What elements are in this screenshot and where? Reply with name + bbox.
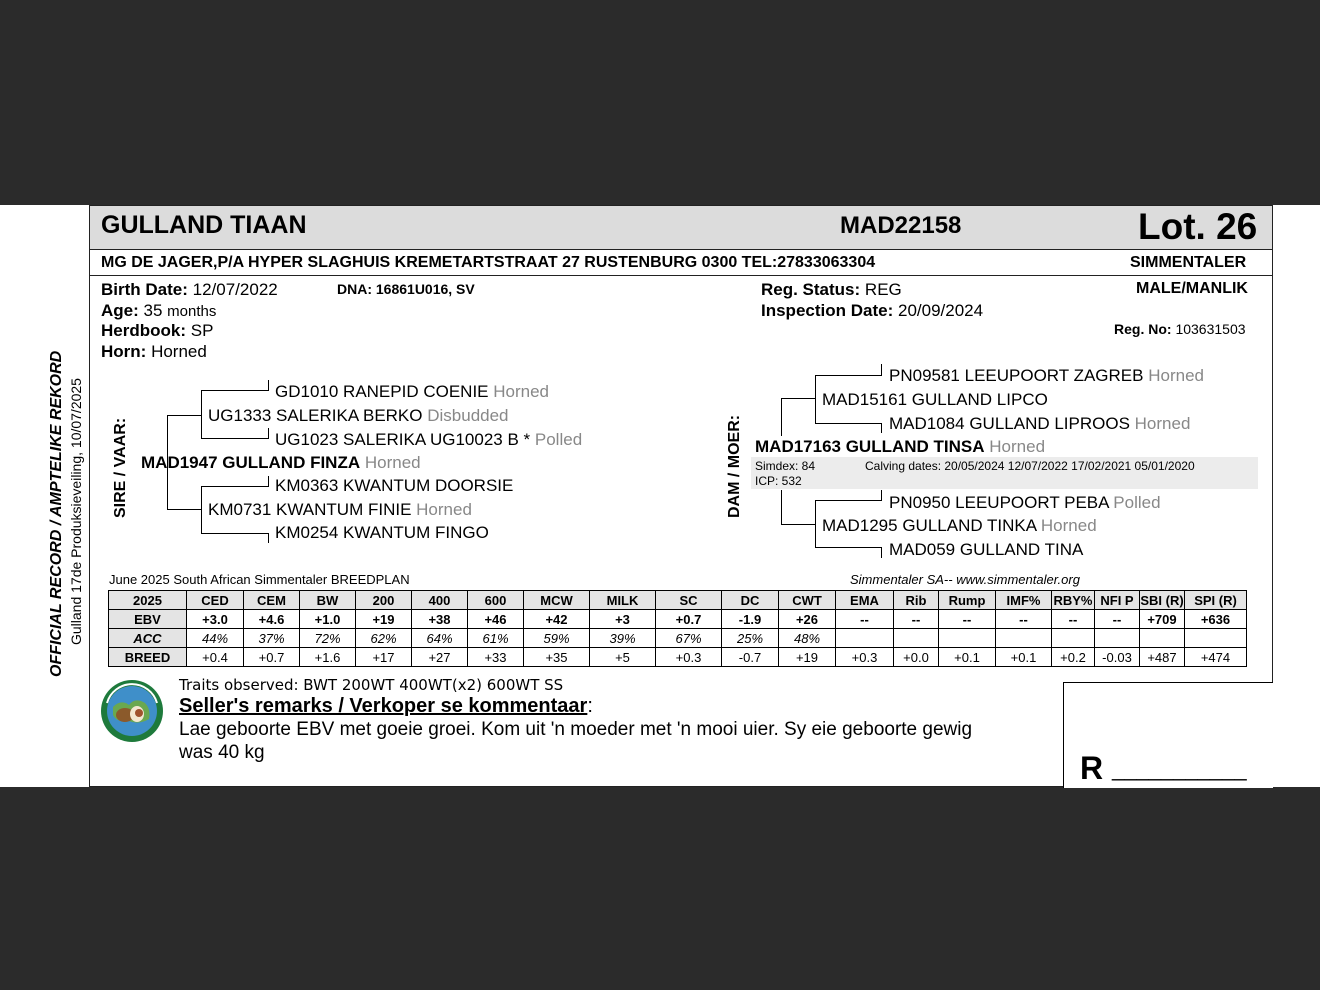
table-header-cell: NFI P bbox=[1095, 591, 1140, 610]
age-value: 35 bbox=[143, 301, 163, 320]
table-cell bbox=[1140, 629, 1185, 648]
table-cell: -0.7 bbox=[722, 648, 779, 667]
table-cell: +487 bbox=[1140, 648, 1185, 667]
table-cell: +0.0 bbox=[894, 648, 939, 667]
table-cell: +3.0 bbox=[187, 610, 244, 629]
dam-connector bbox=[815, 500, 816, 548]
dam-dam-sire bbox=[889, 493, 1161, 513]
table-header-cell: EMA bbox=[836, 591, 894, 610]
lot-number: Lot. 26 bbox=[1138, 206, 1258, 247]
ebv-table bbox=[108, 590, 1247, 667]
dam-connector bbox=[815, 547, 882, 548]
dam-label: DAM / MOER: bbox=[726, 414, 743, 518]
sire-connector bbox=[201, 486, 202, 534]
table-cell: +27 bbox=[412, 648, 468, 667]
sire-connector bbox=[201, 438, 269, 439]
horn-value: Horned bbox=[151, 342, 207, 361]
table-cell: +19 bbox=[779, 648, 836, 667]
sire-connector bbox=[201, 390, 202, 439]
table-cell: 72% bbox=[300, 629, 356, 648]
herdbook-label: Herdbook: bbox=[101, 321, 186, 340]
dam-connector bbox=[781, 490, 782, 525]
breed-name: SIMMENTALER bbox=[1130, 254, 1247, 271]
table-cell bbox=[894, 629, 939, 648]
remarks-line-2: was 40 kg bbox=[179, 742, 265, 763]
dam-dam-dam bbox=[889, 540, 1083, 560]
sire-dam-dam bbox=[275, 523, 489, 543]
pedigree-name: PN0950 LEEUPOORT PEBA bbox=[889, 493, 1109, 512]
pedigree-name: KM0731 KWANTUM FINIE bbox=[208, 500, 412, 519]
table-header-cell: 2025 bbox=[109, 591, 187, 610]
birth-date bbox=[101, 280, 278, 300]
inspection-value: 20/09/2024 bbox=[897, 301, 984, 320]
table-header-cell: DC bbox=[722, 591, 779, 610]
table-cell: +26 bbox=[779, 610, 836, 629]
pedigree-name: MAD1084 GULLAND LIPROOS bbox=[889, 414, 1130, 433]
table-cell: +17 bbox=[356, 648, 412, 667]
sire-connector bbox=[167, 509, 202, 510]
remarks-title: Seller's remarks / Verkoper se kommentaar bbox=[179, 695, 588, 717]
table-header-cell: CED bbox=[187, 591, 244, 610]
sire-sire bbox=[208, 406, 509, 426]
table-cell: -- bbox=[894, 610, 939, 629]
age-unit: months bbox=[167, 303, 217, 320]
pedigree-name: MAD1947 GULLAND FINZA bbox=[141, 453, 361, 472]
dam-connector bbox=[815, 500, 882, 501]
table-cell: +0.3 bbox=[656, 648, 722, 667]
herdbook-value: SP bbox=[190, 321, 214, 340]
dam-calving-dates: Calving dates: 20/05/2024 12/07/2022 17/02/2021 05/01/2020 bbox=[865, 459, 1195, 473]
breedplan-caption: June 2025 South African Simmentaler BREEDPLAN bbox=[109, 572, 410, 587]
dam-connector bbox=[815, 375, 816, 424]
reg-status bbox=[761, 280, 902, 300]
table-cell: BREED bbox=[109, 648, 187, 667]
dam-name bbox=[755, 437, 1045, 457]
pedigree-name: UG1023 SALERIKA UG10023 B * bbox=[275, 430, 531, 449]
sex: MALE/MANLIK bbox=[1136, 280, 1248, 297]
table-cell bbox=[1052, 629, 1095, 648]
remarks-line-1: Lae geboorte EBV met goeie groei. Kom uit 'n moeder met 'n mooi uier. Sy eie geboorte gewig bbox=[179, 719, 973, 740]
reg-status-value: REG bbox=[864, 280, 902, 299]
website-label: Simmentaler SA-- www.simmentaler.org bbox=[850, 572, 1080, 587]
sire-connector bbox=[268, 380, 269, 391]
sale-label: Gulland 17de Produksieveiling, 10/07/2025 bbox=[68, 378, 84, 645]
pedigree-horn: Horned bbox=[989, 437, 1046, 456]
table-cell: +1.0 bbox=[300, 610, 356, 629]
dam-connector bbox=[881, 490, 882, 501]
table-cell: +0.7 bbox=[656, 610, 722, 629]
sire-connector bbox=[201, 390, 269, 391]
table-header-cell: 600 bbox=[468, 591, 524, 610]
dam-sire-sire bbox=[889, 366, 1204, 386]
dam-connector bbox=[881, 364, 882, 376]
table-cell: +19 bbox=[356, 610, 412, 629]
table-cell bbox=[1185, 629, 1247, 648]
reg-number bbox=[1114, 321, 1246, 337]
table-cell: ACC bbox=[109, 629, 187, 648]
table-cell bbox=[996, 629, 1052, 648]
horn-label: Horn: bbox=[101, 342, 147, 361]
table-cell: +35 bbox=[524, 648, 590, 667]
pedigree-horn: Polled bbox=[1113, 493, 1161, 512]
table-cell: -0.03 bbox=[1095, 648, 1140, 667]
table-header-cell: CEM bbox=[244, 591, 300, 610]
table-header-row bbox=[109, 591, 1247, 610]
owner-details: MG DE JAGER,P/A HYPER SLAGHUIS KREMETARTSTRAAT 27 RUSTENBURG 0300 TEL:27833063304 bbox=[101, 254, 876, 271]
inspection-label: Inspection Date: bbox=[761, 301, 894, 320]
pedigree-horn: Horned bbox=[416, 500, 472, 519]
pedigree-horn: Horned bbox=[1134, 414, 1191, 433]
official-record-label: OFFICIAL RECORD / AMPTELIKE REKORD bbox=[48, 350, 65, 677]
pedigree-name: MAD1295 GULLAND TINKA bbox=[822, 516, 1037, 535]
sire-dam bbox=[208, 500, 472, 520]
dam-connector bbox=[781, 398, 816, 399]
pedigree-horn: Horned bbox=[493, 382, 550, 401]
pedigree-horn: Polled bbox=[534, 430, 583, 449]
table-cell: +38 bbox=[412, 610, 468, 629]
table-cell: +5 bbox=[590, 648, 656, 667]
table-header-cell: CWT bbox=[779, 591, 836, 610]
sire-connector bbox=[201, 486, 269, 487]
dam-simdex: Simdex: 84 bbox=[755, 459, 816, 473]
table-cell: 39% bbox=[590, 629, 656, 648]
table-cell: 67% bbox=[656, 629, 722, 648]
table-header-cell: Rib bbox=[894, 591, 939, 610]
table-cell: +0.2 bbox=[1052, 648, 1095, 667]
table-cell: -- bbox=[996, 610, 1052, 629]
table-cell: +0.1 bbox=[939, 648, 996, 667]
sire-label: SIRE / VAAR: bbox=[112, 417, 129, 518]
table-cell bbox=[836, 629, 894, 648]
sire-connector bbox=[268, 428, 269, 439]
pedigree-horn: Disbudded bbox=[427, 406, 509, 425]
table-cell bbox=[1095, 629, 1140, 648]
table-cell: +33 bbox=[468, 648, 524, 667]
table-cell bbox=[939, 629, 996, 648]
table-cell: 61% bbox=[468, 629, 524, 648]
table-cell: +4.6 bbox=[244, 610, 300, 629]
table-cell: -- bbox=[836, 610, 894, 629]
simmentaler-logo-icon bbox=[99, 677, 165, 743]
animal-name: GULLAND TIAAN bbox=[101, 211, 307, 239]
pedigree-name: MAD059 GULLAND TINA bbox=[889, 540, 1084, 559]
dam-icp: ICP: 532 bbox=[755, 474, 802, 488]
sire-connector bbox=[268, 476, 269, 487]
table-cell: +1.6 bbox=[300, 648, 356, 667]
sire-connector bbox=[167, 415, 202, 416]
pedigree-name: PN09581 LEEUPOORT ZAGREB bbox=[889, 366, 1144, 385]
table-cell: EBV bbox=[109, 610, 187, 629]
acc-row bbox=[109, 629, 1247, 648]
inspection-date bbox=[761, 301, 983, 321]
sire-connector bbox=[268, 533, 269, 543]
herdbook bbox=[101, 321, 213, 341]
reg-status-label: Reg. Status: bbox=[761, 280, 861, 299]
dam-connector bbox=[815, 423, 882, 424]
dam-connector bbox=[781, 524, 816, 525]
pedigree-name: KM0363 KWANTUM DOORSIE bbox=[275, 476, 514, 495]
birth-date-value: 12/07/2022 bbox=[192, 280, 278, 299]
table-cell: 48% bbox=[779, 629, 836, 648]
sire-dam-sire bbox=[275, 476, 513, 496]
sire-name bbox=[141, 453, 421, 473]
dna-info: DNA: 16861U016, SV bbox=[337, 281, 475, 297]
table-cell: +3 bbox=[590, 610, 656, 629]
dam-dam bbox=[822, 516, 1097, 536]
table-cell: +709 bbox=[1140, 610, 1185, 629]
table-header-cell: SC bbox=[656, 591, 722, 610]
table-cell: +42 bbox=[524, 610, 590, 629]
table-cell: 64% bbox=[412, 629, 468, 648]
price-blank[interactable]: ___________ bbox=[1112, 756, 1247, 781]
dam-connector bbox=[781, 398, 782, 436]
table-cell: -- bbox=[939, 610, 996, 629]
remarks-title-row: Seller's remarks / Verkoper se kommentaar: bbox=[179, 695, 593, 717]
table-cell: -- bbox=[1095, 610, 1140, 629]
table-cell: 59% bbox=[524, 629, 590, 648]
breed-row bbox=[109, 648, 1247, 667]
sire-connector bbox=[201, 533, 269, 534]
table-cell: +0.4 bbox=[187, 648, 244, 667]
dam-sire-dam bbox=[889, 414, 1190, 434]
pedigree-horn: Horned bbox=[364, 453, 421, 472]
pedigree-name: MAD17163 GULLAND TINSA bbox=[755, 437, 985, 456]
table-cell: +636 bbox=[1185, 610, 1247, 629]
pedigree-name: KM0254 KWANTUM FINGO bbox=[275, 523, 489, 542]
pedigree-name: GD1010 RANEPID COENIE bbox=[275, 382, 489, 401]
table-cell: +0.7 bbox=[244, 648, 300, 667]
table-cell: 62% bbox=[356, 629, 412, 648]
pedigree-horn: Horned bbox=[1148, 366, 1204, 385]
table-header-cell: 200 bbox=[356, 591, 412, 610]
dam-connector bbox=[881, 423, 882, 433]
age-label: Age: bbox=[101, 301, 139, 320]
table-header-cell: IMF% bbox=[996, 591, 1052, 610]
table-cell: 37% bbox=[244, 629, 300, 648]
table-header-cell: RBY% bbox=[1053, 592, 1093, 608]
table-cell: 44% bbox=[187, 629, 244, 648]
table-header-cell: SPI (R) bbox=[1185, 591, 1247, 610]
table-header-cell: Rump bbox=[939, 591, 996, 610]
table-cell: +474 bbox=[1185, 648, 1247, 667]
ebv-row bbox=[109, 610, 1247, 629]
pedigree-horn: Horned bbox=[1040, 516, 1097, 535]
age bbox=[101, 301, 216, 321]
reg-no-label: Reg. No: bbox=[1114, 321, 1172, 337]
birth-date-label: Birth Date: bbox=[101, 280, 188, 299]
traits-observed: Traits observed: BWT 200WT 400WT(x2) 600WT SS bbox=[179, 676, 564, 694]
pedigree-name: UG1333 SALERIKA BERKO bbox=[208, 406, 423, 425]
reg-no-value: 103631503 bbox=[1175, 321, 1246, 337]
table-cell: +46 bbox=[468, 610, 524, 629]
table-cell: +0.3 bbox=[836, 648, 894, 667]
table-cell: +0.1 bbox=[996, 648, 1052, 667]
table-cell: 25% bbox=[722, 629, 779, 648]
registration-code: MAD22158 bbox=[840, 212, 962, 239]
horn-status bbox=[101, 342, 207, 362]
table-header-cell: BW bbox=[300, 591, 356, 610]
dam-connector bbox=[815, 375, 882, 376]
sire-sire-sire bbox=[275, 382, 549, 402]
table-header-cell: MCW bbox=[524, 591, 590, 610]
table-cell: -- bbox=[1052, 610, 1095, 629]
sire-sire-dam bbox=[275, 430, 582, 450]
price-currency-label: R bbox=[1080, 750, 1104, 786]
table-header-cell: SBI (R) bbox=[1140, 592, 1184, 608]
table-cell: -1.9 bbox=[722, 610, 779, 629]
table-header-cell: 400 bbox=[412, 591, 468, 610]
dam-sire bbox=[822, 390, 1048, 410]
dam-connector bbox=[881, 547, 882, 558]
table-header-cell: MILK bbox=[590, 591, 656, 610]
pedigree-name: MAD15161 GULLAND LIPCO bbox=[822, 390, 1048, 409]
